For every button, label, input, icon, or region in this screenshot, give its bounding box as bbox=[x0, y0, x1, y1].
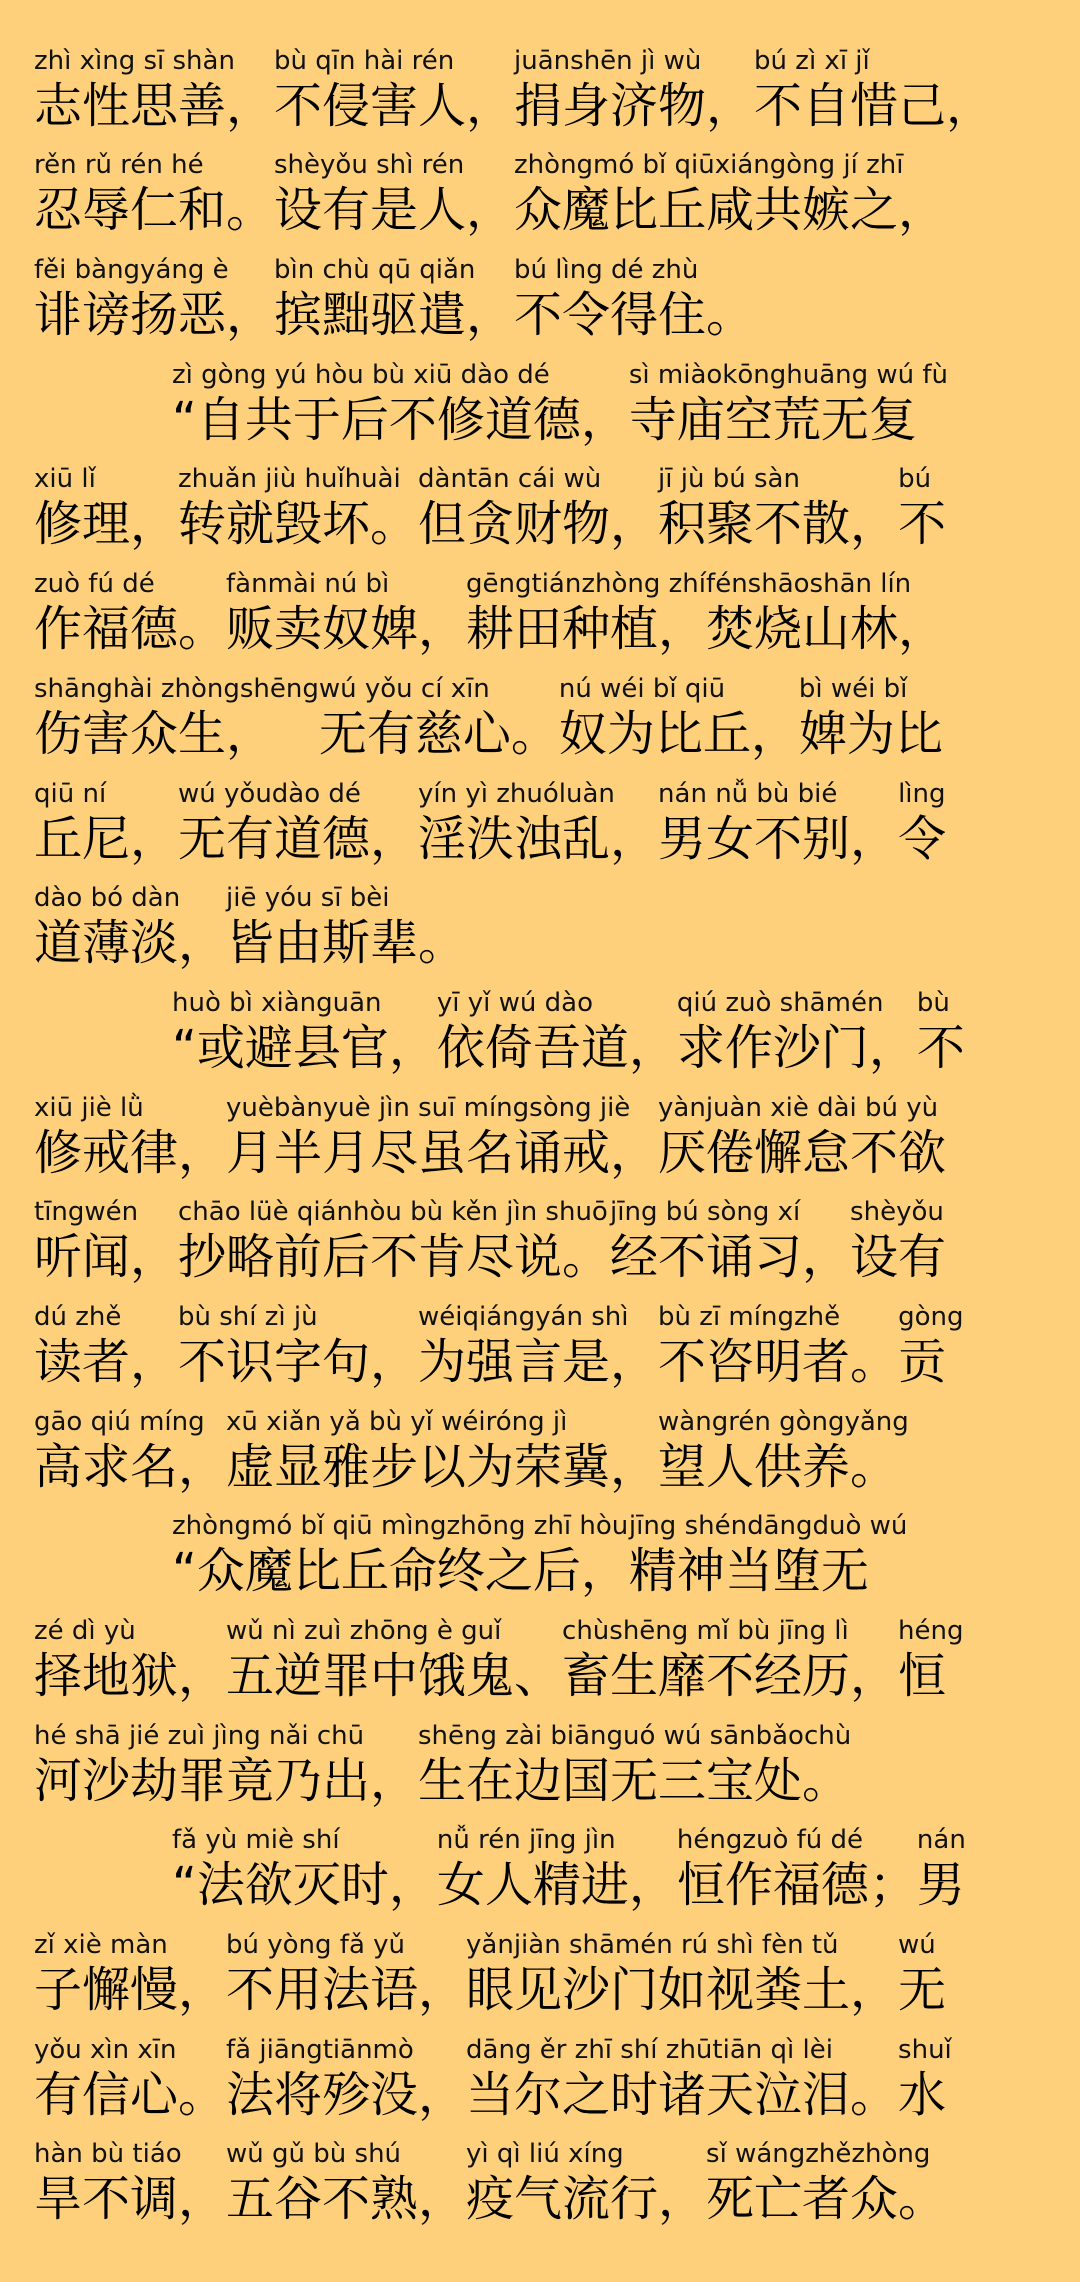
pinyin-annotation: bù shí zì jù bbox=[178, 1301, 318, 1332]
pinyin-annotation: lìng bbox=[898, 778, 946, 809]
phrase-segment bbox=[466, 2138, 706, 2230]
pinyin-annotation: xū xiǎn yǎ bù yǐ wéiróng jì bbox=[226, 1406, 568, 1437]
chinese-text: 五谷不熟， bbox=[226, 2171, 467, 2228]
pinyin-annotation: wú bbox=[898, 1930, 936, 1961]
pinyin-annotation: yǒu xìn xīn bbox=[34, 2034, 177, 2065]
phrase-segment bbox=[34, 882, 226, 974]
chinese-text: 旱不调， bbox=[34, 2171, 227, 2228]
chinese-text: 设有 bbox=[850, 1229, 947, 1286]
phrase-segment bbox=[658, 463, 898, 555]
phrase-segment bbox=[34, 1406, 226, 1498]
chinese-text: 水 bbox=[898, 2066, 947, 2123]
phrase-segment bbox=[418, 463, 658, 555]
chinese-text: 听闻， bbox=[34, 1229, 179, 1286]
phrase-segment bbox=[34, 463, 178, 555]
chinese-text: 抄略前后不肯尽说。 bbox=[178, 1229, 611, 1286]
phrase-segment bbox=[274, 254, 514, 346]
chinese-text: “众魔比丘命终之后， bbox=[172, 1543, 629, 1600]
chinese-text: 高求名， bbox=[34, 1438, 227, 1495]
chinese-text: 不用法语， bbox=[226, 1962, 467, 2019]
phrase-segment bbox=[34, 2138, 226, 2230]
chinese-text: 虚显雅步以为荣冀， bbox=[226, 1438, 659, 1495]
pinyin-annotation: wéiqiángyán shì bbox=[418, 1301, 629, 1332]
chinese-text: 作福德。 bbox=[34, 601, 227, 658]
text-line bbox=[34, 137, 1058, 242]
chinese-text: 众魔比丘咸共嫉之， bbox=[514, 182, 947, 239]
pinyin-annotation: bú bbox=[898, 464, 932, 495]
pinyin-annotation: bù zī míngzhě bbox=[658, 1301, 841, 1332]
phrase-segment bbox=[514, 149, 946, 241]
chinese-text: 男 bbox=[916, 1857, 965, 1914]
pinyin-annotation: wǔ nì zuì zhōng è guǐ bbox=[226, 1616, 502, 1646]
pinyin-annotation: qiū ní bbox=[34, 778, 107, 809]
phrase-segment bbox=[898, 1301, 963, 1393]
chinese-text: 忍辱仁和。 bbox=[34, 182, 275, 239]
phrase-segment bbox=[172, 1510, 629, 1602]
phrase-segment bbox=[172, 987, 437, 1079]
phrase-segment bbox=[437, 1824, 677, 1916]
pinyin-annotation: zhuǎn jiù huǐhuài bbox=[178, 464, 401, 495]
phrase-segment bbox=[226, 2034, 466, 2126]
chinese-text: 畜生靡不经历， bbox=[562, 1648, 899, 1704]
phrase-segment bbox=[178, 1301, 418, 1393]
chinese-text: 为强言是， bbox=[418, 1333, 659, 1390]
text-line bbox=[34, 2021, 1058, 2126]
pinyin-annotation: xiū jiè lǜ bbox=[34, 1092, 144, 1123]
phrase-segment bbox=[178, 778, 418, 870]
chinese-text: 但贪财物， bbox=[418, 496, 659, 553]
pinyin-annotation: zǐ xiè màn bbox=[34, 1930, 168, 1961]
phrase-segment bbox=[898, 2034, 952, 2126]
pinyin-annotation: gāo qiú míng bbox=[34, 1406, 205, 1437]
chinese-text: 设有是人， bbox=[274, 182, 515, 239]
paragraph-start-line bbox=[34, 974, 1058, 1079]
chinese-text: 五逆罪中饿鬼、 bbox=[226, 1648, 563, 1704]
phrase-segment bbox=[706, 568, 946, 660]
phrase-segment bbox=[34, 1615, 226, 1707]
text-line bbox=[34, 32, 1058, 137]
pinyin-annotation: zuò fú dé bbox=[34, 569, 155, 600]
chinese-text: 志性思善， bbox=[34, 77, 275, 134]
text-line bbox=[34, 1079, 1058, 1184]
chinese-text: 望人供养。 bbox=[658, 1438, 899, 1495]
phrase-segment bbox=[706, 2138, 946, 2230]
chinese-text: 有信心。 bbox=[34, 2066, 227, 2123]
phrase-segment bbox=[466, 568, 706, 660]
text-line bbox=[34, 555, 1058, 660]
pinyin-annotation: dú zhě bbox=[34, 1301, 122, 1332]
phrase-segment bbox=[226, 1092, 658, 1184]
phrase-segment bbox=[34, 778, 178, 870]
phrase-segment bbox=[799, 673, 943, 765]
pinyin-annotation: shēng zài biānguó wú sānbǎochù bbox=[418, 1720, 852, 1751]
pinyin-annotation: tīngwén bbox=[34, 1197, 139, 1228]
pinyin-annotation: dào bó dàn bbox=[34, 883, 181, 914]
pinyin-annotation: sì miàokōnghuāng wú fù bbox=[628, 359, 949, 390]
phrase-segment bbox=[610, 1196, 850, 1288]
chinese-text: 子懈慢， bbox=[34, 1962, 227, 2019]
text-line bbox=[34, 765, 1058, 870]
pinyin-annotation: shèyǒu shì rén bbox=[274, 150, 465, 181]
chinese-text: 男女不别， bbox=[658, 810, 899, 867]
pinyin-annotation: bìn chù qū qiǎn bbox=[274, 255, 476, 286]
paragraph-start-line bbox=[34, 346, 1058, 451]
pinyin-annotation: wú yǒu cí xīn bbox=[318, 673, 490, 704]
pinyin-annotation: fǎ jiāngtiānmò bbox=[226, 2034, 414, 2065]
pinyin-annotation: yuèbànyuè jìn suī míngsòng jiè bbox=[226, 1092, 631, 1123]
pinyin-annotation: bì wéi bǐ bbox=[798, 673, 908, 704]
chinese-text: 丘尼， bbox=[34, 810, 179, 867]
pinyin-annotation: jī jù bú sàn bbox=[658, 464, 800, 495]
pinyin-annotation: jiē yóu sī bèi bbox=[226, 883, 390, 914]
pinyin-annotation: yànjuàn xiè dài bú yù bbox=[658, 1092, 939, 1123]
chinese-text: “法欲灭时， bbox=[172, 1857, 437, 1914]
phrase-segment bbox=[437, 987, 677, 1079]
phrase-segment bbox=[172, 1824, 437, 1916]
chinese-text: 伤害众生， bbox=[34, 705, 275, 762]
phrase-segment bbox=[34, 254, 274, 346]
chinese-text: 死亡者众。 bbox=[706, 2171, 947, 2228]
pinyin-annotation: nán bbox=[916, 1825, 966, 1856]
pinyin-annotation: shèyǒu bbox=[850, 1197, 944, 1228]
chinese-text: 读者， bbox=[34, 1333, 179, 1390]
phrase-segment bbox=[226, 1406, 658, 1498]
pinyin-annotation: shānghài zhòngshēng bbox=[34, 673, 319, 704]
phrase-segment bbox=[658, 1406, 909, 1498]
pinyin-annotation: fénshāoshān lín bbox=[706, 569, 912, 600]
pinyin-annotation: bù bbox=[916, 987, 950, 1018]
phrase-segment bbox=[898, 778, 946, 870]
chinese-text: 贩卖奴婢， bbox=[226, 601, 467, 658]
phrase-segment bbox=[559, 673, 799, 765]
phrase-segment bbox=[754, 45, 994, 137]
paragraph-start-line bbox=[34, 1498, 1058, 1603]
pinyin-annotation: fěi bàngyáng è bbox=[34, 255, 229, 286]
pinyin-annotation: bú zì xī jǐ bbox=[754, 45, 870, 76]
pinyin-annotation: rěn rǔ rén hé bbox=[34, 150, 204, 181]
phrase-segment bbox=[34, 1929, 226, 2021]
phrase-segment bbox=[677, 987, 917, 1079]
phrase-segment bbox=[34, 1720, 418, 1812]
pinyin-annotation: bú lìng dé zhù bbox=[514, 255, 699, 286]
pinyin-annotation: hàn bù tiáo bbox=[34, 2139, 182, 2170]
pinyin-annotation: nú wéi bǐ qiū bbox=[558, 673, 726, 704]
chinese-text: 诽谤扬恶， bbox=[34, 287, 275, 344]
phrase-segment bbox=[274, 149, 514, 241]
phrase-segment bbox=[34, 1301, 178, 1393]
phrase-segment bbox=[629, 1510, 908, 1602]
chinese-text: 不 bbox=[898, 496, 947, 553]
pinyin-annotation: yì qì liú xíng bbox=[466, 2139, 624, 2170]
chinese-text: 不 bbox=[916, 1019, 965, 1076]
pinyin-annotation: zhì xìng sī shàn bbox=[34, 45, 235, 76]
chinese-text: 转就毁坏。 bbox=[178, 496, 419, 553]
chinese-text: 河沙劫罪竟乃出， bbox=[34, 1752, 419, 1809]
chinese-text: 贡 bbox=[898, 1333, 947, 1390]
chinese-text: 眼见沙门如视粪土， bbox=[466, 1962, 899, 2019]
chinese-text: 经不诵习， bbox=[610, 1229, 851, 1286]
phrase-segment bbox=[34, 149, 274, 241]
text-line bbox=[34, 1393, 1058, 1498]
chinese-text: 婢为比 bbox=[798, 705, 943, 762]
pinyin-annotation: yī yǐ wú dào bbox=[436, 987, 593, 1018]
phrase-segment bbox=[178, 463, 418, 555]
chinese-text: 令 bbox=[898, 810, 947, 867]
pinyin-annotation: xiū lǐ bbox=[34, 464, 96, 495]
phrase-segment bbox=[418, 1720, 851, 1812]
text-line bbox=[34, 1707, 1058, 1812]
pinyin-annotation: bù qīn hài rén bbox=[274, 45, 455, 76]
chinese-text: 厌倦懈怠不欲 bbox=[658, 1124, 947, 1181]
chinese-text: 耕田种植， bbox=[466, 601, 707, 658]
pinyin-annotation: chāo lüè qiánhòu bù kěn jìn shuō bbox=[178, 1197, 608, 1228]
chinese-text: 寺庙空荒无复 bbox=[628, 391, 917, 448]
phrase-segment bbox=[226, 882, 466, 974]
pinyin-annotation: nǚ rén jīng jìn bbox=[436, 1825, 616, 1856]
chinese-text: 无有道德， bbox=[178, 810, 419, 867]
text-line bbox=[34, 1288, 1058, 1393]
chinese-text: 疫气流行， bbox=[466, 2171, 707, 2228]
pinyin-annotation: héng bbox=[898, 1616, 964, 1646]
chinese-text: 修理， bbox=[34, 496, 179, 553]
chinese-text: 皆由斯辈。 bbox=[226, 915, 467, 972]
text-line bbox=[34, 2126, 1058, 2231]
phrase-segment bbox=[850, 1196, 946, 1288]
phrase-segment bbox=[514, 45, 754, 137]
chinese-text: “或避县官， bbox=[172, 1019, 437, 1076]
phrase-segment bbox=[466, 1929, 898, 2021]
chinese-text: 焚烧山林， bbox=[706, 601, 947, 658]
pinyin-annotation: héngzuò fú dé bbox=[676, 1825, 864, 1856]
chinese-text: 恒作福德； bbox=[676, 1857, 917, 1914]
chinese-text: 积聚不散， bbox=[658, 496, 899, 553]
pinyin-annotation: yín yì zhuóluàn bbox=[418, 778, 615, 809]
pinyin-annotation: zì gòng yú hòu bù xiū dào dé bbox=[172, 359, 550, 390]
chinese-text: 当尔之时诸天泣泪。 bbox=[466, 2066, 899, 2123]
pinyin-annotation: fànmài nú bì bbox=[226, 569, 390, 600]
text-line bbox=[34, 660, 1058, 765]
pinyin-annotation: juānshēn jì wù bbox=[514, 45, 702, 76]
chinese-text: 恒 bbox=[898, 1648, 947, 1704]
pinyin-annotation: hé shā jié zuì jìng nǎi chū bbox=[34, 1720, 365, 1751]
phrase-segment bbox=[629, 359, 948, 451]
chinese-text: 不自惜己， bbox=[754, 77, 995, 134]
chinese-text: “自共于后不修道德， bbox=[172, 391, 629, 448]
phrase-segment bbox=[34, 1092, 226, 1184]
chinese-text: 修戒律， bbox=[34, 1124, 227, 1181]
phrase-segment bbox=[562, 1615, 898, 1707]
pinyin-annotation: bú yòng fǎ yǔ bbox=[226, 1930, 406, 1961]
phrase-segment bbox=[226, 1929, 466, 2021]
phrase-segment bbox=[226, 1615, 562, 1707]
chinese-text: 不令得住。 bbox=[514, 287, 755, 344]
chinese-text: 不识字句， bbox=[178, 1333, 419, 1390]
pinyin-annotation: jīng bú sòng xí bbox=[610, 1197, 801, 1228]
pinyin-annotation: wǔ gǔ bù shú bbox=[226, 2139, 402, 2170]
pinyin-annotation: qiú zuò shāmén bbox=[676, 987, 884, 1018]
text-line bbox=[34, 241, 1058, 346]
pinyin-annotation: sǐ wángzhězhòng bbox=[706, 2139, 931, 2170]
phrase-segment bbox=[917, 1824, 966, 1916]
pinyin-annotation: huò bì xiànguān bbox=[172, 987, 382, 1018]
phrase-segment bbox=[658, 1301, 898, 1393]
chinese-text: 奴为比丘， bbox=[558, 705, 799, 762]
phrase-segment bbox=[418, 1301, 658, 1393]
phrase-segment bbox=[226, 568, 466, 660]
chinese-text: 月半月尽虽名诵戒， bbox=[226, 1124, 659, 1181]
phrase-segment bbox=[418, 778, 658, 870]
phrase-segment bbox=[172, 359, 629, 451]
pinyin-annotation: yǎnjiàn shāmén rú shì fèn tǔ bbox=[466, 1930, 839, 1961]
pinyin-annotation: gòng bbox=[898, 1301, 964, 1332]
chinese-text: 无有慈心。 bbox=[318, 705, 559, 762]
phrase-segment bbox=[466, 2034, 898, 2126]
phrase-segment bbox=[226, 2138, 466, 2230]
phrase-segment bbox=[34, 45, 274, 137]
pinyin-annotation: zé dì yù bbox=[34, 1616, 136, 1646]
phrase-segment bbox=[34, 2034, 226, 2126]
chinese-text: 不侵害人， bbox=[274, 77, 515, 134]
chinese-text: 不咨明者。 bbox=[658, 1333, 899, 1390]
pinyin-annotation: chùshēng mǐ bù jīng lì bbox=[562, 1616, 849, 1646]
phrase-segment bbox=[898, 1929, 946, 2021]
pinyin-annotation: shuǐ bbox=[898, 2034, 952, 2065]
pinyin-annotation: wú yǒudào dé bbox=[178, 778, 361, 809]
chinese-text: 生在边国无三宝处。 bbox=[418, 1752, 851, 1809]
paragraph-start-line bbox=[34, 1812, 1058, 1917]
text-line bbox=[34, 1184, 1058, 1289]
phrase-segment bbox=[34, 1196, 178, 1288]
phrase-segment bbox=[898, 1615, 963, 1707]
text-line bbox=[34, 1916, 1058, 2021]
phrase-segment bbox=[34, 673, 319, 765]
phrase-segment bbox=[658, 1092, 946, 1184]
chinese-text: 无 bbox=[898, 1962, 947, 2019]
chinese-text: 捐身济物， bbox=[514, 77, 755, 134]
phrase-segment bbox=[514, 254, 754, 346]
text-line bbox=[34, 870, 1058, 975]
pinyin-annotation: dàntān cái wù bbox=[418, 464, 602, 495]
chinese-text: 摈黜驱遣， bbox=[274, 287, 515, 344]
chinese-text: 法将殄没， bbox=[226, 2066, 467, 2123]
chinese-text: 择地狱， bbox=[34, 1648, 227, 1704]
chinese-text: 道薄淡， bbox=[34, 915, 227, 972]
phrase-segment bbox=[319, 673, 559, 765]
pinyin-annotation: nán nǚ bù bié bbox=[658, 778, 838, 809]
phrase-segment bbox=[34, 568, 226, 660]
chinese-text: 精神当堕无 bbox=[628, 1543, 869, 1600]
phrase-segment bbox=[658, 778, 898, 870]
pinyin-annotation: fǎ yù miè shí bbox=[172, 1825, 340, 1856]
chinese-text: 淫泆浊乱， bbox=[418, 810, 659, 867]
text-line bbox=[34, 1602, 1058, 1707]
pinyin-annotation: jīng shéndāngduò wú bbox=[628, 1511, 908, 1542]
phrase-segment bbox=[917, 987, 965, 1079]
pinyin-annotation: wàngrén gòngyǎng bbox=[658, 1406, 909, 1437]
phrase-segment bbox=[274, 45, 514, 137]
pinyin-annotation: gēngtiánzhòng zhí bbox=[466, 569, 706, 600]
chinese-text: 依倚吾道， bbox=[436, 1019, 677, 1076]
pinyin-annotation: dāng ěr zhī shí zhūtiān qì lèi bbox=[466, 2034, 833, 2065]
text-line bbox=[34, 451, 1058, 556]
pinyin-annotation: zhòngmó bǐ qiūxiángòng jí zhī bbox=[514, 150, 904, 181]
phrase-segment bbox=[178, 1196, 610, 1288]
phrase-segment bbox=[898, 463, 946, 555]
pinyin-annotation: zhòngmó bǐ qiū mìngzhōng zhī hòu bbox=[172, 1511, 629, 1542]
phrase-segment bbox=[677, 1824, 917, 1916]
chinese-text: 女人精进， bbox=[436, 1857, 677, 1914]
chinese-text: 求作沙门， bbox=[676, 1019, 917, 1076]
